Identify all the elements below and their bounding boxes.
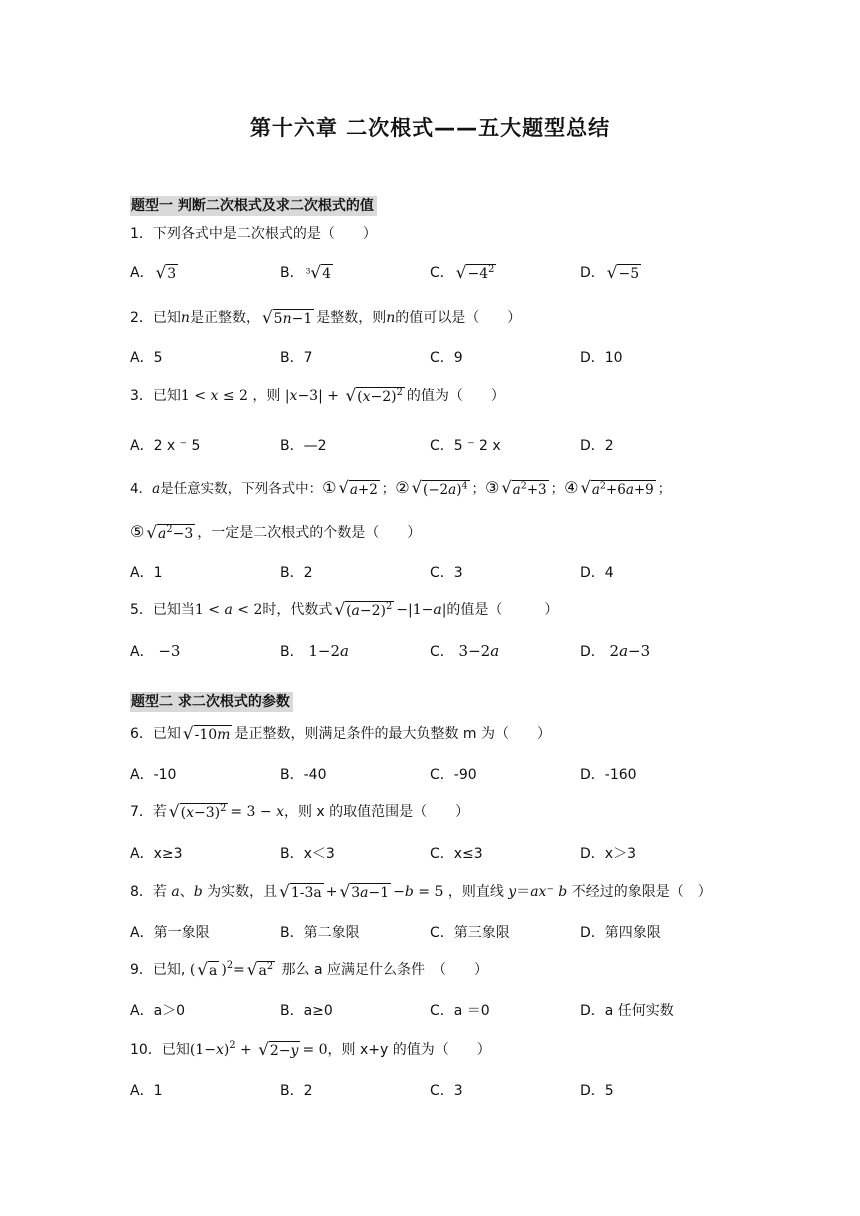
q10-option-a: A．1	[130, 1083, 163, 1099]
q10-option-d: D．5	[580, 1083, 614, 1099]
q4-option-d: D．4	[580, 565, 614, 581]
q9-option-b: B．a≥0	[280, 1003, 333, 1019]
question-7: 7．若 √ $(x-3)^2$ = 3 − x，则 x 的取值范围是（ ）	[130, 800, 470, 821]
q7-option-a: A．x≥3	[130, 846, 183, 862]
q2-option-c: C．9	[430, 350, 463, 366]
q8-option-a: A．第一象限	[130, 925, 210, 941]
question-10: 10．已知$(1-x)^2$ + √ 2−y = 0，则 x+y 的值为（ ）	[130, 1038, 491, 1059]
q1-option-d: D． √ −5	[580, 261, 640, 282]
q6-option-b: B．-40	[280, 767, 327, 783]
q2-option-a: A．5	[130, 350, 163, 366]
q9-option-d: D．a 任何实数	[580, 1003, 674, 1019]
q1-option-b: B． $^3$√ 4	[280, 261, 332, 282]
q2-option-d: D．10	[580, 350, 623, 366]
q1-option-c: C． √ $-4^2$	[430, 261, 495, 282]
question-4-line-2: ⑤ √ $a^2-3$ ，一定是二次根式的个数是（ ）	[130, 521, 422, 542]
question-8: 8．若 a、b 为实数，且 √ 1-3a + √ 3a−1 −b = 5 ，则直线 y＝ax⁻ b 不经过的象限是（ ）	[130, 880, 712, 901]
question-4: 4．a是任意实数，下列各式中：① √ a+2 ；② √ $(-2a)^4$ ；③ √ $a^2+3$ ；④ √ $a^2+6a+9$ ；	[130, 477, 672, 498]
q3-option-b: B．—2	[280, 438, 327, 454]
q3-option-d: D．2	[580, 438, 614, 454]
q5-option-c: C． 3−2a	[430, 642, 500, 660]
question-1: 1．下列各式中是二次根式的是（ ）	[130, 226, 377, 242]
q8-option-d: D．第四象限	[580, 925, 661, 941]
q3-option-a: A．2 x ⁻ 5	[130, 438, 201, 454]
question-6: 6．已知 √ -10m 是正整数，则满足条件的最大负整数 m 为（ ）	[130, 722, 551, 743]
q8-option-c: C．第三象限	[430, 925, 510, 941]
q8-option-b: B．第二象限	[280, 925, 360, 941]
q1-option-a: A． √ 3	[130, 261, 177, 282]
section-heading-1: 题型一 判断二次根式及求二次根式的值	[130, 196, 377, 216]
page-title: 第十六章 二次根式——五大题型总结	[249, 116, 611, 140]
q10-option-c: C．3	[430, 1083, 463, 1099]
q5-option-a: A． −3	[130, 642, 181, 660]
q10-option-b: B．2	[280, 1083, 313, 1099]
q7-option-b: B．x＜3	[280, 846, 335, 862]
q7-option-c: C．x≤3	[430, 846, 483, 862]
q7-option-d: D．x＞3	[580, 846, 636, 862]
q4-option-a: A．1	[130, 565, 163, 581]
q4-option-b: B．2	[280, 565, 313, 581]
q6-option-a: A．-10	[130, 767, 177, 783]
question-5: 5．已知当1 < a < 2时，代数式 √ $(a-2)^2$ −|1−a|的值是（ ）	[130, 598, 559, 619]
q5-option-b: B． 1−2a	[280, 642, 349, 660]
question-3: 3．已知1 < x ≤ 2 ，则 |x−3| + √ $(x-2)^2$ 的值为（ ）	[130, 384, 505, 405]
q6-option-c: C．-90	[430, 767, 477, 783]
q2-option-b: B．7	[280, 350, 313, 366]
q5-option-d: D． 2a−3	[580, 642, 651, 660]
q9-option-c: C．a ＝0	[430, 1003, 490, 1019]
question-2: 2．已知n是正整数， √ 5n−1 是整数，则n的值可以是（ ）	[130, 306, 522, 327]
section-heading-2: 题型二 求二次根式的参数	[130, 692, 293, 712]
q3-option-c: C．5 ⁻ 2 x	[430, 438, 501, 454]
question-9: 9．已知, ( √ a )$^2$= √ $a^2$ 那么 a 应满足什么条件 （ ）	[130, 958, 489, 979]
q4-option-c: C．3	[430, 565, 463, 581]
q6-option-d: D．-160	[580, 767, 637, 783]
q9-option-a: A．a＞0	[130, 1003, 186, 1019]
